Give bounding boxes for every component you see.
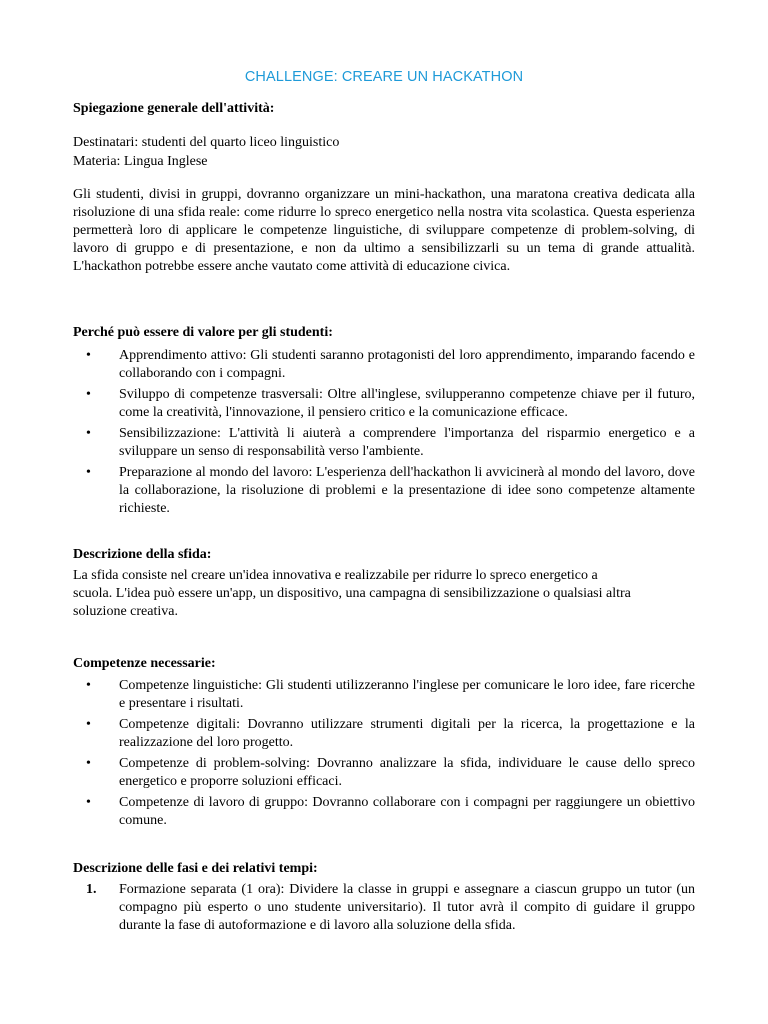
bullet-marker: • bbox=[86, 678, 91, 693]
bullet-marker: • bbox=[86, 717, 91, 732]
phases-heading: Descrizione delle fasi e dei relativi tempi: bbox=[73, 861, 318, 876]
list-item bbox=[73, 386, 695, 422]
challenge-line: soluzione creativa. bbox=[73, 604, 178, 619]
bullet-marker: • bbox=[86, 426, 91, 441]
challenge-paragraph bbox=[73, 567, 695, 621]
skills-list bbox=[73, 677, 695, 833]
bullet-marker: • bbox=[86, 387, 91, 402]
phases-list bbox=[73, 881, 695, 938]
document-title: CHALLENGE: CREARE UN HACKATHON bbox=[244, 69, 524, 85]
list-item-text: Competenze digitali: Dovranno utilizzare strumenti digitali per la ricerca, la progettazione e la realizzazione del loro progetto. bbox=[119, 717, 695, 750]
list-item bbox=[73, 716, 695, 752]
list-item-text: Sensibilizzazione: L'attività li aiuterà a comprendere l'importanza del risparmio energetico e a sviluppare un senso di responsabilità verso l'ambiente. bbox=[119, 426, 695, 459]
bullet-marker: • bbox=[86, 756, 91, 771]
destinatari-line: Destinatari: studenti del quarto liceo linguistico bbox=[73, 135, 340, 150]
list-item-text: Formazione separata (1 ora): Dividere la classe in gruppi e assegnare a ciascun gruppo un tutor (un compagno più esperto o uno studente universitario). Il tutor avrà il compito di guidare il gruppo durante la fase di autoformazione e di lavoro alla soluzione della sfida. bbox=[119, 882, 695, 933]
list-item-text: Preparazione al mondo del lavoro: L'esperienza dell'hackathon li avvicinerà al mondo del lavoro, dove la collaborazione, la risoluzione di problemi e la presentazione di idee sono competenze altamente richieste. bbox=[119, 465, 695, 516]
bullet-marker: • bbox=[86, 465, 91, 480]
challenge-line: La sfida consiste nel creare un'idea innovativa e realizzabile per ridurre lo spreco energetico a bbox=[73, 568, 598, 583]
list-item bbox=[73, 755, 695, 791]
list-number: 1. bbox=[86, 882, 97, 897]
list-item bbox=[73, 881, 695, 935]
list-item-text: Apprendimento attivo: Gli studenti saranno protagonisti del loro apprendimento, imparando facendo e collaborando con i compagni. bbox=[119, 348, 695, 381]
skills-heading: Competenze necessarie: bbox=[73, 656, 216, 671]
value-heading: Perché può essere di valore per gli studenti: bbox=[73, 325, 333, 340]
general-paragraph: Gli studenti, divisi in gruppi, dovranno organizzare un mini-hackathon, una maratona creativa dedicata alla risoluzione di una sfida reale: come ridurre lo spreco energetico nella nostra vita scolastica. Questa esperienza permetterà loro di applicare le competenze linguistiche, di sviluppare competenze di problem-solving, di lavoro di gruppo e di presentazione, e non da ultimo a sensibilizzarli su un tema di grande attualità. L'hackathon potrebbe essere anche vautato come attività di educazione civica. bbox=[73, 187, 695, 274]
bullet-marker: • bbox=[86, 795, 91, 810]
challenge-heading: Descrizione della sfida: bbox=[73, 547, 212, 562]
list-item bbox=[73, 347, 695, 383]
list-item-text: Competenze di problem-solving: Dovranno analizzare la sfida, individuare le cause dello spreco energetico e proporre soluzioni efficaci. bbox=[119, 756, 695, 789]
list-item bbox=[73, 464, 695, 518]
materia-line: Materia: Lingua Inglese bbox=[73, 154, 208, 169]
value-list bbox=[73, 347, 695, 521]
challenge-line: scuola. L'idea può essere un'app, un dispositivo, una campagna di sensibilizzazione o qualsiasi altra bbox=[73, 586, 631, 601]
list-item bbox=[73, 677, 695, 713]
list-item bbox=[73, 425, 695, 461]
bullet-marker: • bbox=[86, 348, 91, 363]
list-item-text: Competenze di lavoro di gruppo: Dovranno collaborare con i compagni per raggiungere un obiettivo comune. bbox=[119, 795, 695, 828]
list-item-text: Competenze linguistiche: Gli studenti utilizzeranno l'inglese per comunicare le loro idee, fare ricerche e presentare i risultati. bbox=[119, 678, 695, 711]
general-heading: Spiegazione generale dell'attività: bbox=[73, 101, 275, 116]
list-item bbox=[73, 794, 695, 830]
list-item-text: Sviluppo di competenze trasversali: Oltre all'inglese, svilupperanno competenze chiave per il futuro, come la creatività, l'innovazione, il pensiero critico e la comunicazione efficace. bbox=[119, 387, 695, 420]
